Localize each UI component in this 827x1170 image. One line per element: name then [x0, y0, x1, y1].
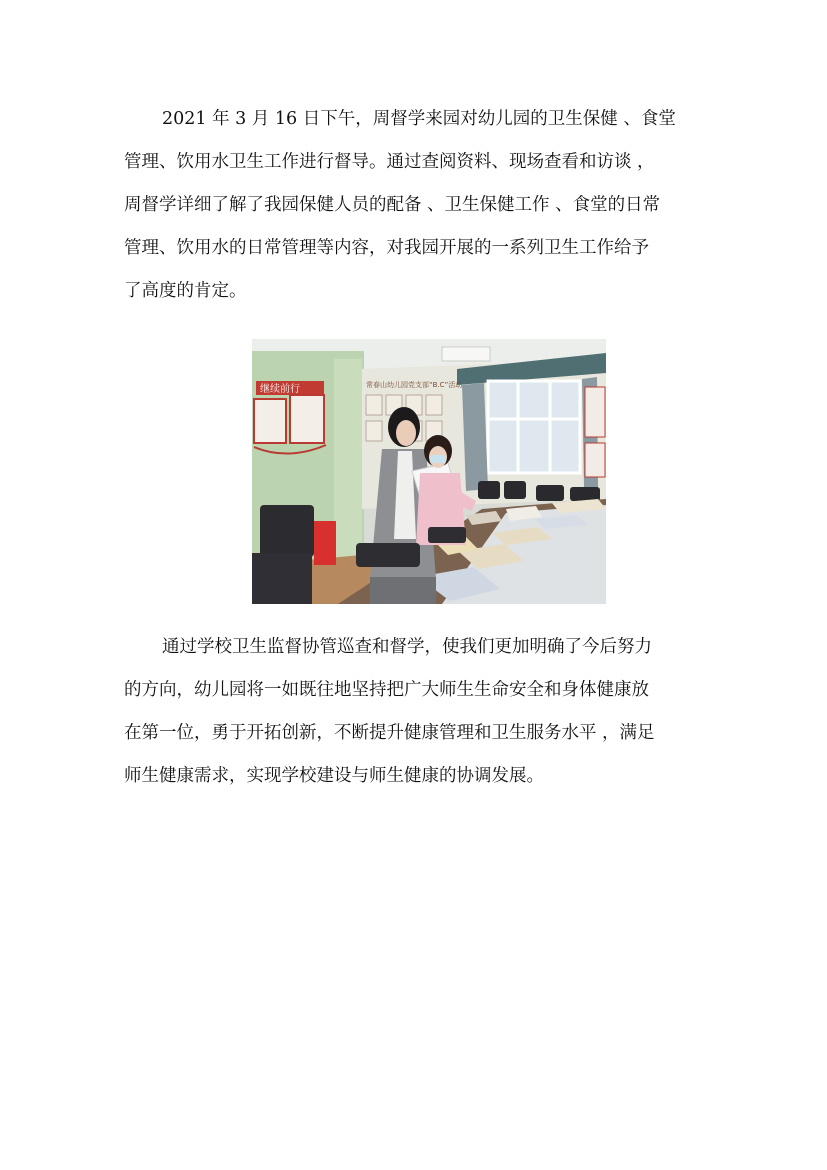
paragraph-line: 在第一位，勇于开拓创新，不断提升健康管理和卫生服务水平 ，满足	[124, 723, 655, 743]
inspection-photo	[252, 339, 606, 604]
photo-illustration	[252, 339, 606, 604]
paragraph-line: 师生健康需求，实现学校建设与师生健康的协调发展。	[124, 766, 544, 786]
paragraph-line: 的方向，幼儿园将一如既往地坚持把广大师生生命安全和身体健康放	[124, 680, 649, 700]
paragraph-line: 周督学详细了解了我园保健人员的配备 、卫生保健工作 、食堂的日常	[124, 195, 661, 215]
paragraph-line: 管理、饮用水卫生工作进行督导。通过查阅资料、现场查看和访谈 ，	[124, 152, 655, 172]
paragraph-line: 管理、饮用水的日常管理等内容，对我园开展的一系列卫生工作给予	[124, 238, 649, 258]
wall-sign-text: 常春山幼儿园党支部“B.C”活动	[366, 381, 463, 389]
paragraph-inspection-summary	[124, 98, 704, 313]
paragraph-conclusion	[124, 626, 704, 798]
paragraph-line: 了高度的肯定。	[124, 281, 247, 301]
paragraph-line: 通过学校卫生监督协管巡查和督学，使我们更加明确了今后努力	[162, 637, 652, 657]
wall-banner-text: 继续前行	[260, 384, 300, 395]
paragraph-line: 2021 年 3 月 16 日下午，周督学来园对幼儿园的卫生保健 、食堂	[162, 109, 676, 129]
